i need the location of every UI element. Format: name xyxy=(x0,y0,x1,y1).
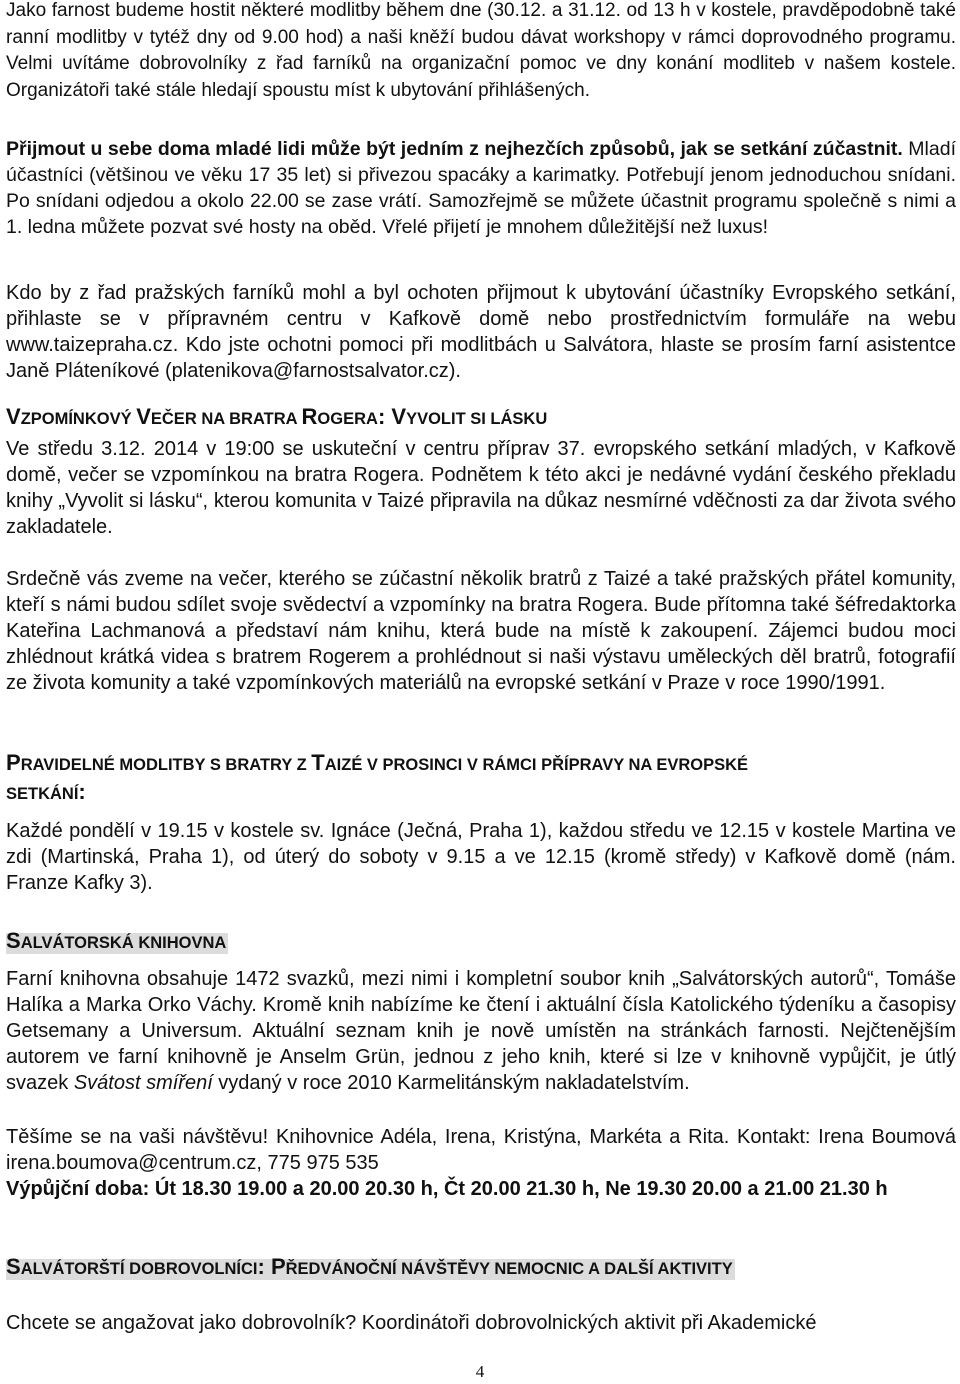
paragraph-host-young-people xyxy=(6,136,956,240)
paragraph-lending-hours: Výpůjční doba: Út 18.30 19.00 a 20.00 20.30 h, Čt 20.00 21.30 h, Ne 19.30 20.00 a 21.00 21.30 h xyxy=(6,1178,888,1200)
heading-regular-prayers: PRAVIDELNÉ MODLITBY S BRATRY Z TAIZÉ V PROSINCI V RÁMCI PŘÍPRAVY NA EVROPSKÉ xyxy=(6,750,749,775)
book-title: Svátost smíření xyxy=(73,1072,213,1094)
paragraph-parish-hosting: Jako farnost budeme hostit některé modlitby během dne (30.12. a 31.12. od 13 h v kostele, pravděpodobně také ranní modlitby v tytéž dny od 9.00 hod) a naši kněží budou dávat workshopy v rámci doprovodného programu. Velmi uvítáme dobrovolníky z řad farníků na organizační pomoc ve dny konání modliteb v našem kostele. Organizátoři také stále hledají spoustu míst k ubytování přihlášených. xyxy=(6,0,956,101)
paragraph-invitation: Srdečně vás zveme na večer, kterého se zúčastní několik bratrů z Taizé a také pražských přátel komunity, kteří s námi budou sdílet svoje svědectví a vzpomínky na bratra Rogera. Bude přítomna také šéfredaktorka Kateřina Lachmanová a představí nám knihu, která bude na místě k zakoupení. Zájemci budou moci zhlédnout krátká videa s bratrem Rogerem a prohlédnout si naši výstavu uměleckých děl bratrů, fotografií ze života komunity a také vzpomínkových materiálů na evropské setkání v Praze v roce 1990/1991. xyxy=(6,568,956,694)
paragraph-library: Farní knihovna obsahuje 1472 svazků, mezi nimi i kompletní soubor knih „Salvátorských autorů“, Tomáše Halíka a Marka Orko Váchy. Kromě knih nabízíme ke čtení i aktuální čísla Katolického týdeníku a časopisy Getsemany a Universum. Aktuální seznam knih je nově umístěn na stránkách farnosti. Nejčtenějším autorem ve farní knihovně je Anselm Grün, jednou z jeho knih, které si lze v knihovně vypůjčit, je útlý svazek Svátost smíření vydaný v roce 2010 Karmelitánským nakladatelstvím. xyxy=(6,968,956,1094)
heading-regular-prayers-cont: SETKÁNÍ: xyxy=(6,779,86,804)
heading-rogers-evening: VZPOMÍNKOVÝ VEČER NA BRATRA ROGERA: VYVOLIT SI LÁSKU xyxy=(6,404,548,429)
heading-volunteers: SALVÁTORŠTÍ DOBROVOLNÍCI: PŘEDVÁNOČNÍ NÁVŠTĚVY NEMOCNIC A DALŠÍ AKTIVITY xyxy=(6,1254,733,1279)
paragraph-volunteers: Chcete se angažovat jako dobrovolník? Koordinátoři dobrovolnických aktivit při Akademické xyxy=(6,1312,817,1334)
paragraph-library-contact: Těšíme se na vaši návštěvu! Knihovnice Adéla, Irena, Kristýna, Markéta a Rita. Kontakt: Irena Boumová irena.boumova@centrum.cz, 775 975 535 xyxy=(6,1126,956,1174)
paragraph-evening-date: Ve středu 3.12. 2014 v 19:00 se uskuteční v centru příprav 37. evropského setkání mladých, v Kafkově domě, večer se vzpomínkou na bratra Rogera. Podnětem k této akci je nedávné vydání českého překladu knihy „Vyvolit si lásku“, kterou komunita v Taizé připravila na důkaz nesmírné vděčnosti za dar života svého zakladatele. xyxy=(6,438,956,538)
page-number: 4 xyxy=(475,1362,485,1381)
paragraph-prayer-schedule: Každé pondělí v 19.15 v kostele sv. Ignáce (Ječná, Praha 1), každou středu ve 12.15 v kostele Martina ve zdi (Martinská, Praha 1), od úterý do soboty v 9.15 a ve 12.15 (kromě středy) v Kafkově domě (nám. Franze Kafky 3). xyxy=(6,820,956,894)
host-details: Mladí účastníci (většinou ve věku 17 35 let) si přivezou spacáky a karimatky. Potřebují jenom jednoduchou snídani. Po snídani odjedou a okolo 22.00 se zase vrátí. Samozřejmě se můžete účastnit programu společně s nimi a 1. ledna můžete pozvat své hosty na oběd. Vřelé přijetí je mnohem důležitější než luxus! xyxy=(6,138,956,238)
heading-library: SALVÁTORSKÁ KNIHOVNA xyxy=(6,928,227,953)
bold-intro: Přijmout u sebe doma mladé lidi může být jedním z nejhezčích způsobů, jak se setkání zúčastnit. xyxy=(6,138,903,160)
paragraph-registration: Kdo by z řad pražských farníků mohl a byl ochoten přijmout k ubytování účastníky Evropského setkání, přihlaste se v přípravném centru v Kafkově domě nebo prostřednictvím formuláře na webu www.taizepraha.cz. Kdo jste ochotni pomoci při modlitbách u Salvátora, hlaste se prosím farní asistentce Janě Pláteníkové (platenikova@farnostsalvator.cz). xyxy=(6,282,956,382)
